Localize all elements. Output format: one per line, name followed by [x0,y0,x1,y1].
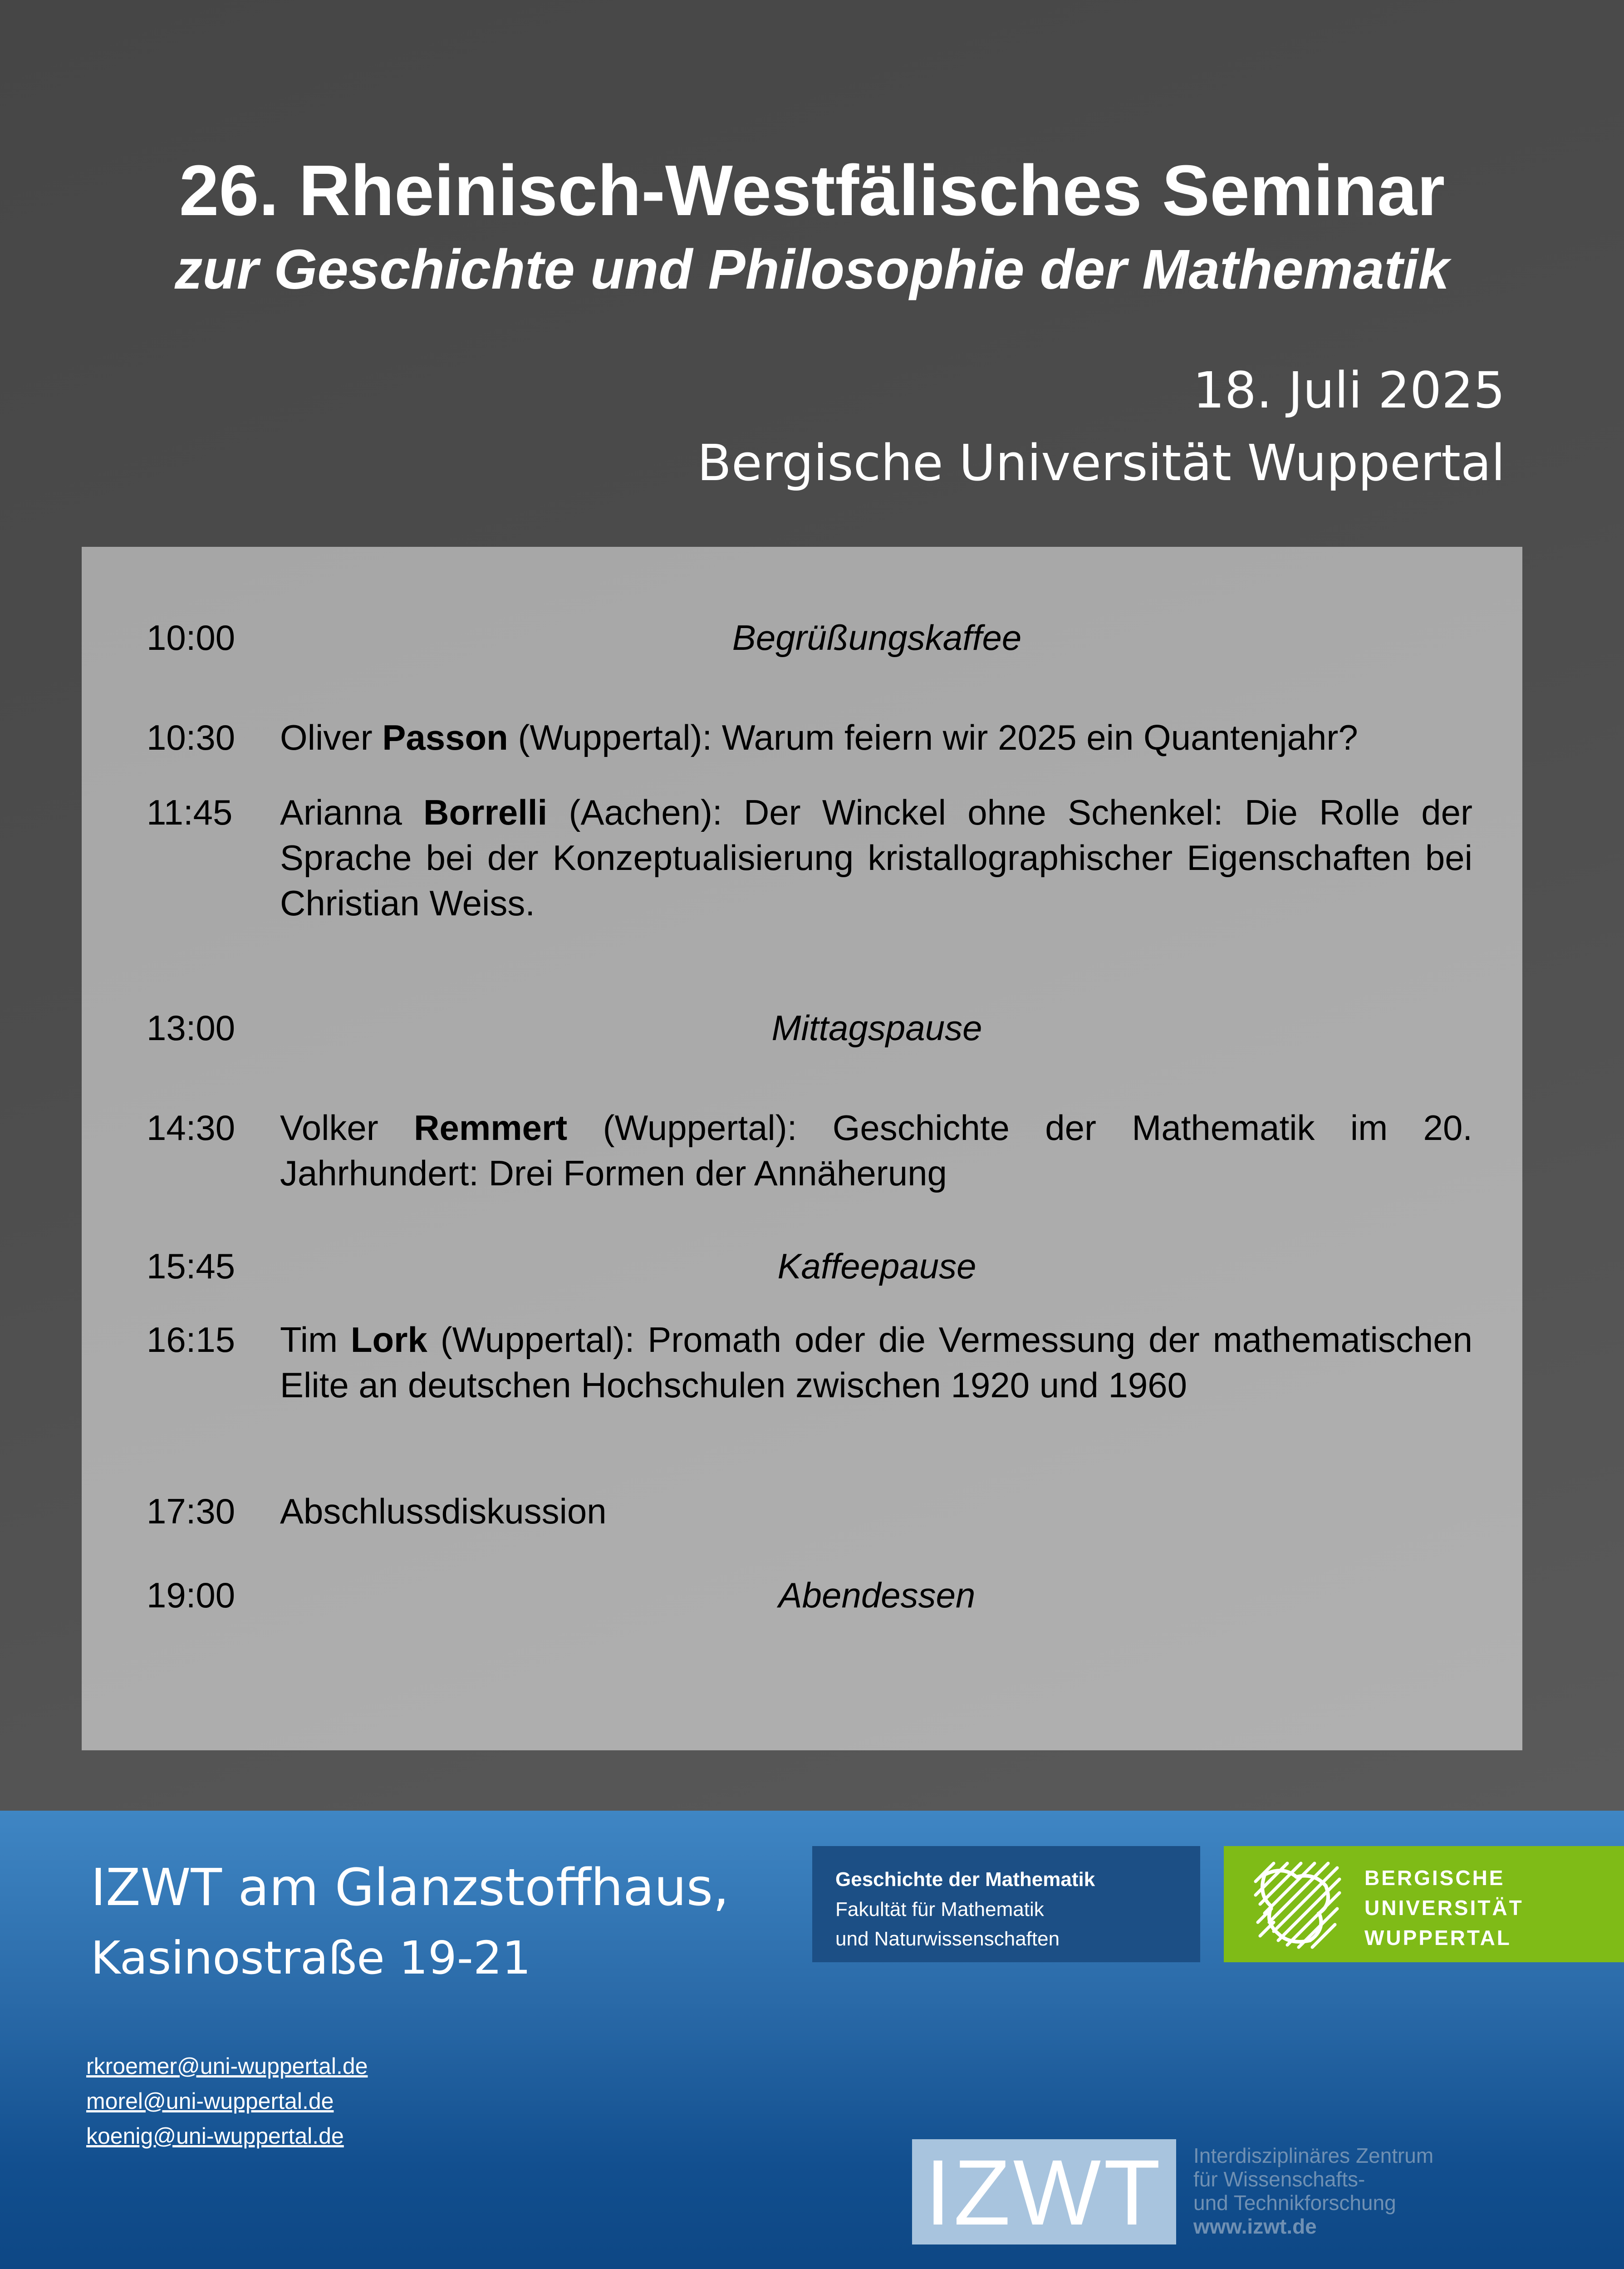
slot-break-label: Mittagspause [771,1008,982,1048]
slot-break-label: Begrüßungskaffee [732,618,1022,658]
page-title: 26. Rheinisch-Westfälisches Seminar [179,151,1445,231]
slot-talk [280,1317,1472,1408]
slot-time: 14:30 [147,1108,236,1148]
izwt-name-line-2: für Wissenschafts- [1193,2167,1365,2191]
slot-talk [280,715,1472,760]
page-subtitle: zur Geschichte und Philosophie der Mathematik [174,239,1449,301]
buw-line-2: UNIVERSITÄT [1364,1896,1524,1920]
event-date: 18. Juli 2025 [1192,361,1505,419]
gdm-line-1: Geschichte der Mathematik [835,1868,1095,1891]
venue-line-1: IZWT am Glanzstoffhaus, [91,1858,729,1917]
contact-email-link[interactable]: rkroemer@uni-wuppertal.de [86,2053,368,2079]
speaker-surname: Borrelli [423,792,548,832]
slot-time: 13:00 [147,1008,236,1048]
contact-email-link[interactable]: koenig@uni-wuppertal.de [86,2123,344,2149]
talk-details: (Aachen): Der Winckel ohne Schenkel: Die Rolle der Sprache bei der Konzeptualisierung kristallographischer Eigenschaften bei Christian Weiss. [280,792,1472,923]
izwt-name-line-3: und Technikforschung [1193,2191,1396,2215]
slot-talk [280,1105,1472,1196]
slot-break-label: Abendessen [778,1575,976,1615]
talk-details: (Wuppertal): Warum feiern wir 2025 ein Quantenjahr? [508,717,1358,757]
izwt-name-line-1: Interdisziplinäres Zentrum [1193,2144,1434,2167]
slot-plain-label: Abschlussdiskussion [280,1491,607,1531]
contact-email-link[interactable]: morel@uni-wuppertal.de [86,2088,334,2114]
venue-line-2: Kasinostraße 19-21 [91,1931,531,1984]
buw-line-1: BERGISCHE [1364,1866,1505,1890]
slot-time: 16:15 [147,1320,236,1360]
gdm-line-2: Fakultät für Mathematik [835,1898,1044,1920]
slot-time: 15:45 [147,1246,236,1286]
slot-time: 10:00 [147,618,236,658]
speaker-surname: Remmert [414,1108,568,1148]
program-panel [82,547,1522,1750]
izwt-url: www.izwt.de [1193,2215,1317,2238]
izwt-logo [912,2139,1176,2244]
slot-time: 11:45 [147,792,233,832]
buw-logo-box [1224,1846,1624,1962]
talk-details: (Wuppertal): Promath oder die Vermessung der mathematischen Elite an deutschen Hochschulen zwischen 1920 und 1960 [280,1320,1472,1405]
event-place: Bergische Universität Wuppertal [697,434,1505,492]
speaker-firstname: Tim [280,1320,351,1360]
slot-talk [280,790,1472,926]
speaker-surname: Lork [350,1320,427,1360]
slot-break-label: Kaffeepause [777,1246,976,1286]
gdm-line-3: und Naturwissenschaften [835,1928,1060,1950]
talk-details: (Wuppertal): Geschichte der Mathematik im 20. Jahrhundert: Drei Formen der Annäherung [280,1108,1472,1193]
slot-time: 17:30 [147,1491,236,1531]
lion-emblem-icon [1246,1854,1346,1954]
gdm-logo-box [812,1846,1200,1962]
slot-time: 10:30 [147,717,236,757]
speaker-firstname: Volker [280,1108,414,1148]
slot-time: 19:00 [147,1575,236,1615]
izwt-logo-text: IZWT [925,2141,1163,2244]
speaker-firstname: Oliver [280,717,383,757]
speaker-surname: Passon [382,717,508,757]
speaker-firstname: Arianna [280,792,424,832]
buw-line-3: WUPPERTAL [1364,1926,1511,1950]
